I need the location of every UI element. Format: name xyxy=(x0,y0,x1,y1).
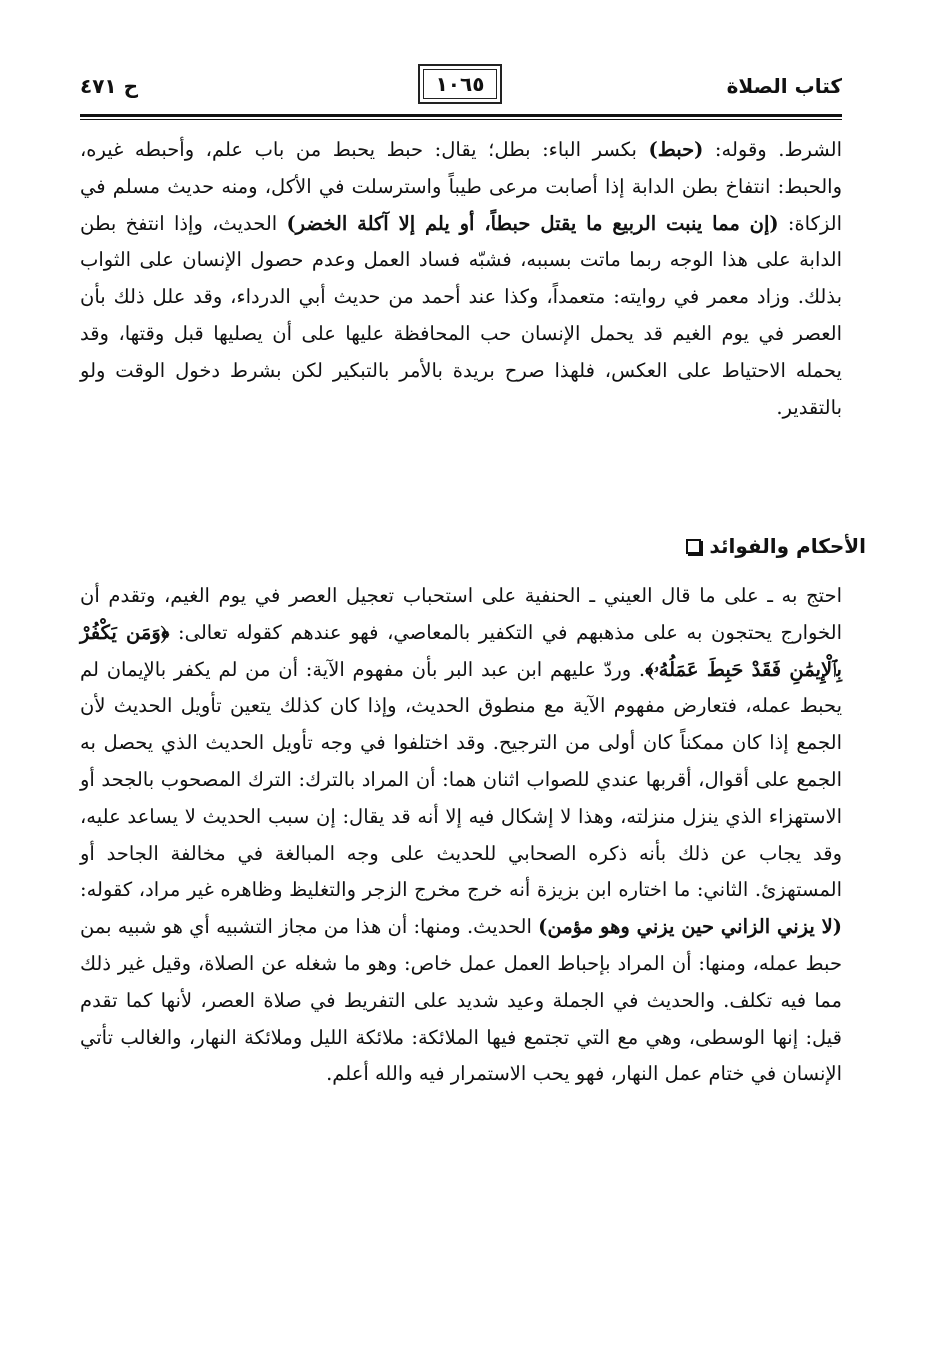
header-rule-thin xyxy=(80,119,842,120)
paragraph-commentary xyxy=(80,132,842,426)
text-run: الشرط. وقوله: xyxy=(703,138,842,161)
hadith-number: ح ٤٧١ xyxy=(80,74,139,98)
quran-verse: ﴿وَمَن يَكْفُرْ بِٱلْإِيمَٰنِ فَقَدْ حَبِطَ عَمَلُهُۥ﴾ xyxy=(80,620,842,681)
text-run: احتج به ـ على ما قال العيني ـ الحنفية على استحباب تعجيل العصر في يوم الغيم، وتقدم أن الخوارج يحتجون به على مذهبهم في التكفير بالمعاصي، فهو عندهم كقوله تعالى: xyxy=(80,584,843,644)
paragraph-rulings xyxy=(80,578,842,1093)
text-run: بكسر الباء: بطل؛ يقال: حبط يحبط من باب علم، وأحبطه غيره، والحبط: انتفاخ بطن الدابة إذا أصابت مرعى طيباً واسترسلت في الأكل، ومنه حديث مسلم في الزكاة: xyxy=(80,138,843,235)
hadith-quote: (لا يزني الزاني حين يزني وهو مؤمن) xyxy=(538,915,842,939)
text-run: الحديث، وإذا انتفخ بطن الدابة على هذا الوجه ربما ماتت بسببه، فشبّه فساد العمل وعدم حصول الإنسان على الثواب بذلك. وزاد معمر في روايته: متعمداً، وكذا عند أحمد من حديث أبي الدرداء، وقد علل ذلك بأن العصر في يوم الغيم قد يحمل الإنسان حب المحافظة عليها على أن يصليها قبل وقتها، وقد يحمله الاحتياط على العكس، فلهذا صرح بريدة بالأمر بالتبكير لكن بشرط دخول الوقت ولو بالتقدير. xyxy=(80,211,842,419)
book-title: كتاب الصلاة xyxy=(726,74,842,98)
page-number: ١٠٦٥ xyxy=(418,64,502,104)
text-run: الحديث. ومنها: أن هذا من مجاز التشبيه أي هو شبيه بمن حبط عمله، ومنها: أن المراد بإحباط العمل عمل خاص: وهو ما شغله عن الصلاة، وقيل غير ذلك مما فيه تكلف. والحديث في الجملة وعيد شديد على التفريط في صلاة العصر، لأنها كما تقدم قيل: إنها الوسطى، وهي مع التي تجتمع فيها الملائكة: ملائكة الليل وملائكة النهار، والغالب تأتي الإنسان في ختام عمل النهار، فهو يحب الاستمرار فيه والله أعلم. xyxy=(80,915,842,1086)
section-heading xyxy=(686,534,866,558)
text-run: . وردّ عليهم ابن عبد البر بأن مفهوم الآية: أن من لم يكفر بالإيمان لم يحبط عمله، فتعارض مفهوم الآية مع منطوق الحديث، وإذا كان كذلك يتعين تأويل الحديث لأن الجمع إذا كان ممكناً كان أولى من الترجيح. وقد اختلفوا في وجه تأويل الحديث الذي يحصل به الجمع على أقوال، أقربها عندي للصواب اثنان هما: أن المراد بالترك: الترك المصحوب بالجحد أو الاستهزاء الذي ينزل منزلته، وهذا لا إشكال فيه إلا أنه قد يقال: إن سبب الحديث لا يساعد عليه، وقد يجاب عن ذلك بأنه ذكره الصحابي للحديث على وجه المبالغة في مخالفة الجاحد أو المستهزئ. الثاني: ما اختاره ابن بزيزة أنه خرج مخرج الزجر والتغليظ وظاهره غير مراد، كقوله: xyxy=(80,657,842,902)
bold-term: (حبط) xyxy=(648,138,704,161)
section-title: الأحكام والفوائد xyxy=(709,534,866,558)
square-bullet-icon xyxy=(686,539,701,554)
header-rule xyxy=(80,114,842,117)
hadith-quote: (إن مما ينبت الربيع ما يقتل حبطاً، أو يلم إلا آكلة الخضر) xyxy=(286,211,779,235)
page-header xyxy=(80,62,842,114)
